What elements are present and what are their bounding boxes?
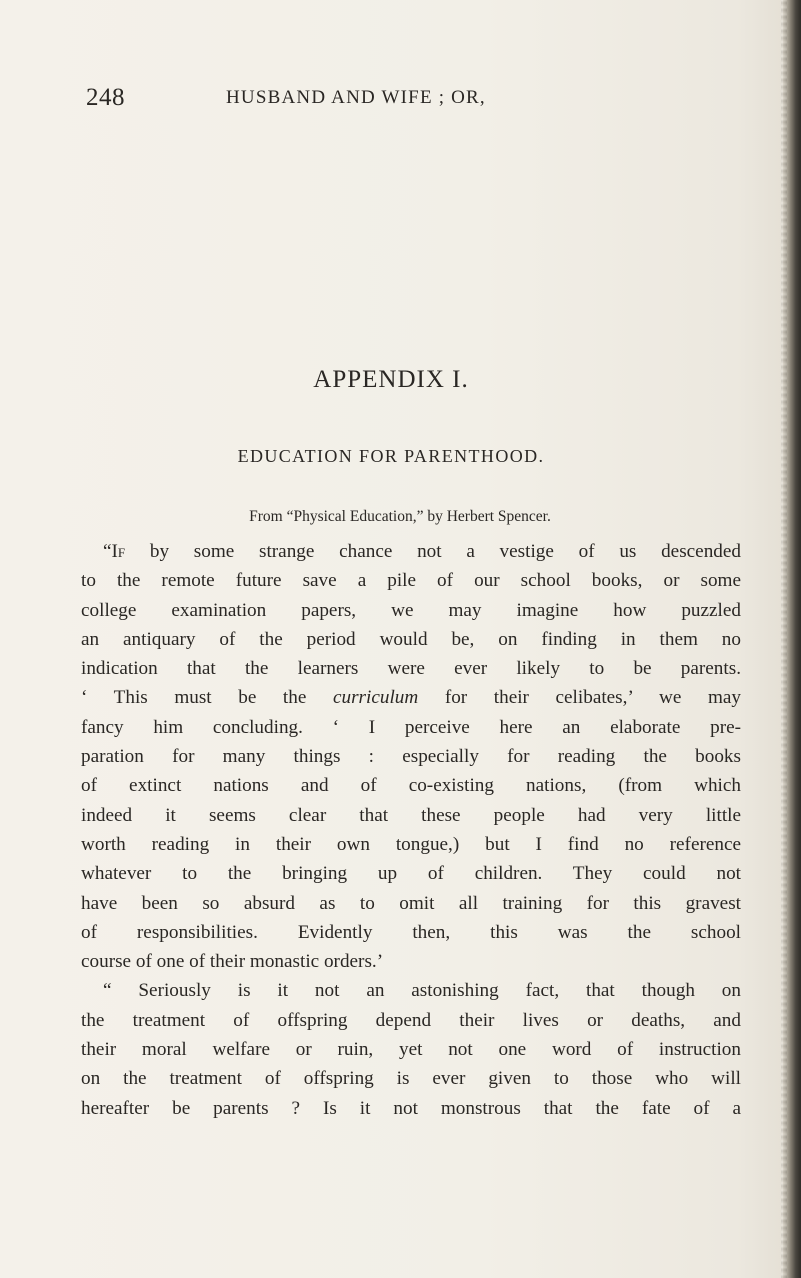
running-head bbox=[86, 84, 726, 124]
appendix-title: APPENDIX I. bbox=[313, 366, 469, 393]
text-line: of responsibilities. Evidently then, this was the school bbox=[81, 921, 741, 943]
text-line: have been so absurd as to omit all training for this gravest bbox=[81, 892, 741, 914]
text-line: their moral welfare or ruin, yet not one word of instruction bbox=[81, 1039, 741, 1061]
opening-quote: “ bbox=[103, 541, 112, 562]
text-line: the treatment of offspring depend their lives or deaths, and bbox=[81, 1009, 741, 1031]
text-line: of extinct nations and of co-existing nations, (from which bbox=[81, 775, 741, 797]
paragraph-2 bbox=[81, 976, 741, 1122]
text-line: indication that the learners were ever likely to be parents. bbox=[81, 658, 741, 680]
body-text bbox=[81, 537, 741, 1123]
text-line: course of one of their monastic orders.’ bbox=[81, 951, 384, 973]
line-text: ‘ This must be the bbox=[81, 687, 333, 709]
text-line: indeed it seems clear that these people had very little bbox=[81, 804, 741, 826]
text-line: worth reading in their own tongue,) but I find no reference bbox=[81, 833, 741, 855]
text-line: whatever to the bringing up of children. They could not bbox=[81, 863, 741, 885]
line-text: by some strange chance not a vestige of us descended bbox=[125, 541, 741, 562]
text-line: “ Seriously is it not an astonishing fact, that though on bbox=[103, 980, 741, 1002]
italic-word: curriculum bbox=[332, 687, 419, 709]
drop-word: If bbox=[111, 541, 126, 562]
paragraph-1 bbox=[81, 537, 741, 976]
source-attribution: From “Physical Education,” by Herbert Spencer. bbox=[249, 508, 551, 525]
text-line: on the treatment of offspring is ever given to those who will bbox=[81, 1068, 741, 1090]
text-line bbox=[81, 537, 741, 566]
text-line: hereafter be parents ? Is it not monstrous that the fate of a bbox=[81, 1097, 741, 1119]
line-text: for their celibates,’ we may bbox=[418, 687, 741, 709]
page-number: 248 bbox=[86, 84, 125, 111]
text-line: paration for many things : especially for reading the books bbox=[81, 746, 741, 768]
text-line bbox=[81, 683, 741, 712]
section-title: EDUCATION FOR PARENTHOOD. bbox=[237, 446, 545, 466]
text-line: college examination papers, we may imagine how puzzled bbox=[81, 599, 741, 621]
text-line: fancy him concluding. ‘ I perceive here an elaborate pre- bbox=[81, 716, 741, 738]
running-title: HUSBAND AND WIFE ; OR, bbox=[226, 87, 486, 108]
text-line: an antiquary of the period would be, on finding in them no bbox=[81, 628, 741, 650]
text-line: to the remote future save a pile of our school books, or some bbox=[81, 570, 741, 592]
page-edge-texture bbox=[781, 0, 787, 1278]
